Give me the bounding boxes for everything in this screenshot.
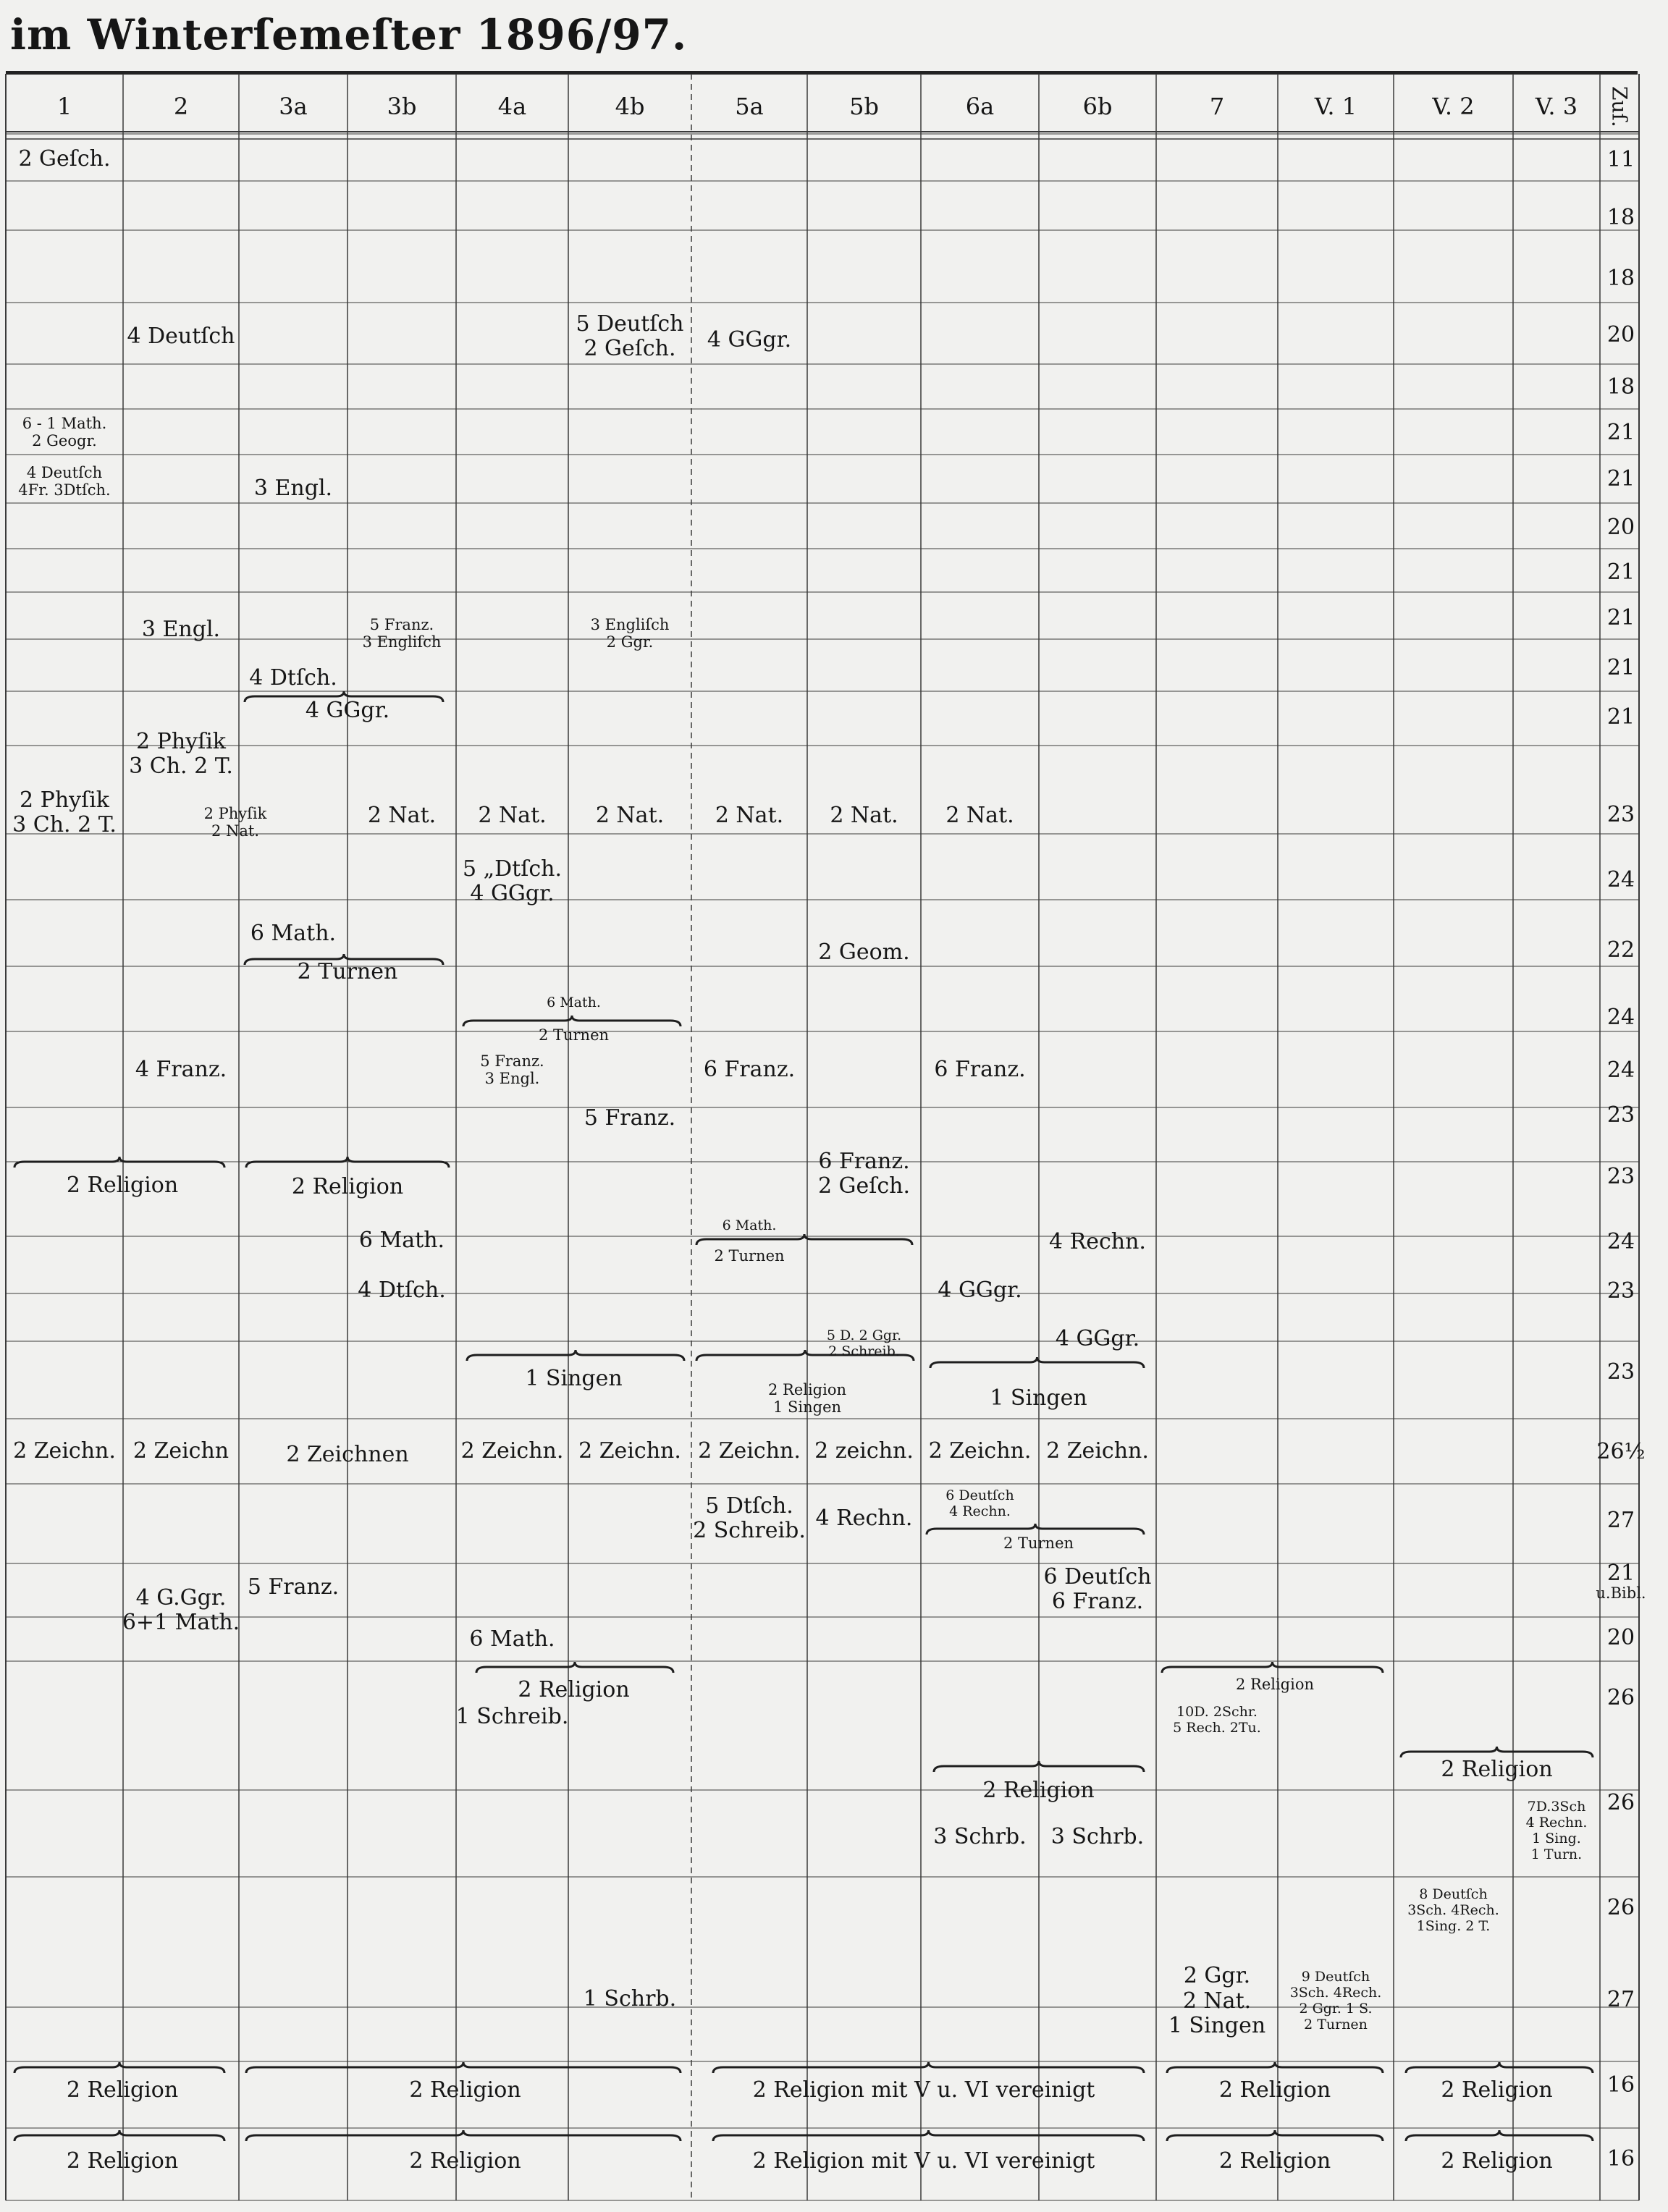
- page-title: im Winterſemeſter 1896/97.: [10, 10, 688, 59]
- row-total: 20: [1606, 1624, 1635, 1650]
- schedule-cell: 2 Nat.: [478, 802, 547, 828]
- row-total: 21: [1606, 559, 1635, 585]
- column-header: 3b: [387, 93, 417, 120]
- schedule-cell: 2 Religion: [409, 2148, 521, 2174]
- row-total: 26½: [1596, 1438, 1646, 1464]
- row-total: 16: [1606, 2145, 1635, 2171]
- column-header: Zuſ.: [1607, 85, 1632, 127]
- group-brace: [1167, 2130, 1383, 2141]
- group-brace: [1167, 2062, 1383, 2073]
- column-header: 4a: [497, 93, 527, 120]
- row-total: 26: [1606, 1789, 1635, 1815]
- schedule-cell: 8 Deutſch 3Sch. 4Rech. 1Sing. 2 T.: [1407, 1886, 1499, 1934]
- schedule-cell: 2 Geom.: [818, 939, 910, 965]
- schedule-cell: 6 Deutſch 4 Rechn.: [945, 1487, 1014, 1519]
- row-total: 21: [1606, 465, 1635, 491]
- schedule-cell: 2 Phyſik 3 Ch. 2 T.: [12, 787, 117, 837]
- schedule-cell: 2 Religion mit V u. VI vereinigt: [752, 2148, 1095, 2174]
- column-header: 2: [173, 93, 189, 120]
- schedule-cell: 4 Franz.: [135, 1056, 227, 1082]
- schedule-cell: 2 Zeichnen: [286, 1441, 409, 1467]
- row-total: 22: [1606, 937, 1635, 963]
- schedule-cell: 6 - 1 Math. 2 Geogr.: [22, 414, 107, 449]
- schedule-cell: 4 G.Ggr. 6+1 Math.: [122, 1584, 240, 1635]
- schedule-cell: 2 Nat.: [945, 802, 1014, 828]
- schedule-cell: 6 Deutſch 6 Franz.: [1043, 1563, 1152, 1614]
- column-header: 6b: [1082, 93, 1113, 120]
- schedule-cell: 1 Singen: [990, 1385, 1087, 1411]
- row-total: 23: [1606, 801, 1635, 827]
- schedule-cell: 5 Franz. 3 Engl.: [480, 1052, 544, 1087]
- row-total: 11: [1606, 146, 1635, 172]
- row-total: 26: [1606, 1894, 1635, 1920]
- schedule-cell: 4 GGgr.: [707, 326, 792, 353]
- schedule-cell: 2 zeichn.: [814, 1438, 914, 1464]
- schedule-cell: 2 Religion 1 Singen: [767, 1380, 847, 1416]
- schedule-cell: 2 Religion mit V u. VI vereinigt: [752, 2077, 1095, 2103]
- schedule-cell: 2 Nat.: [595, 802, 665, 828]
- row-total: 24: [1606, 1057, 1635, 1083]
- schedule-cell: 6 Math.: [547, 995, 601, 1011]
- schedule-cell: 3 Schrb.: [1050, 1823, 1145, 1849]
- group-brace: [246, 1157, 449, 1168]
- schedule-cell: 2 Zeichn.: [460, 1438, 564, 1464]
- schedule-cell: 2 Religion: [1441, 2077, 1553, 2103]
- schedule-cell: 2 Zeichn.: [578, 1438, 681, 1464]
- row-total: 20: [1606, 321, 1635, 347]
- group-brace: [713, 2062, 1144, 2073]
- row-total: 21: [1606, 704, 1635, 730]
- schedule-cell: 3 Schrb.: [933, 1823, 1027, 1849]
- schedule-cell: 6 Franz.: [703, 1056, 796, 1082]
- schedule-cell: 5 „Dtſch. 4 GGgr.: [462, 856, 563, 906]
- schedule-cell: 3 Engl.: [141, 616, 221, 642]
- schedule-cell: 2 Turnen: [714, 1246, 785, 1265]
- schedule-cell: 6 Math.: [722, 1217, 777, 1234]
- schedule-cell: 4 GGgr.: [938, 1277, 1022, 1303]
- row-total: 21: [1606, 654, 1635, 680]
- schedule-cell: 2 Zeichn.: [1046, 1438, 1149, 1464]
- schedule-cell: 6 Math.: [250, 920, 337, 946]
- schedule-cell: 5 Franz.: [247, 1574, 340, 1600]
- group-brace: [246, 2130, 681, 2141]
- group-brace: [246, 2062, 681, 2073]
- schedule-cell: 2 Religion: [66, 2148, 179, 2174]
- schedule-cell: 2 Religion: [518, 1676, 630, 1702]
- row-total: 27: [1606, 1986, 1635, 2012]
- schedule-cell: 2 Religion: [1218, 2077, 1331, 2103]
- column-header: V. 3: [1535, 93, 1578, 120]
- group-brace: [934, 1761, 1144, 1772]
- schedule-cell: 5 Dtſch. 2 Schreib.: [693, 1493, 806, 1543]
- schedule-cell: 2 Ggr. 2 Nat. 1 Singen: [1168, 1963, 1266, 2039]
- schedule-cell: 2 Zeichn.: [928, 1438, 1032, 1464]
- schedule-cell: 2 Religion: [1441, 2148, 1553, 2174]
- schedule-cell: 2 Phyſik 3 Ch. 2 T.: [129, 728, 233, 779]
- row-total: 23: [1606, 1102, 1635, 1128]
- row-total: 24: [1606, 866, 1635, 892]
- group-brace: [14, 2130, 224, 2141]
- schedule-cell: 2 Turnen: [297, 958, 398, 984]
- schedule-cell: 5 Franz. 3 Engliſch: [362, 615, 442, 651]
- column-header: 5b: [849, 93, 879, 120]
- schedule-cell: 2 Nat.: [830, 802, 898, 828]
- column-header: 7: [1209, 93, 1225, 120]
- schedule-cell: 2 Religion: [1235, 1675, 1315, 1693]
- column-header: 1: [56, 93, 72, 120]
- schedule-cell: 2 Turnen: [1003, 1534, 1074, 1552]
- schedule-cell: 2 Phyſik 2 Nat.: [203, 804, 267, 840]
- schedule-cell: 6 Franz.: [934, 1056, 1026, 1082]
- schedule-cell: 10D. 2Schr. 5 Rech. 2Tu.: [1173, 1704, 1261, 1736]
- schedule-cell: 2 Zeichn: [132, 1438, 229, 1464]
- schedule-cell: 2 Nat.: [367, 802, 437, 828]
- schedule-cell: 4 GGgr.: [305, 697, 390, 723]
- schedule-cell: 2 Religion: [66, 2077, 179, 2103]
- row-total: 27: [1606, 1507, 1635, 1533]
- schedule-cell: 2 Turnen: [538, 1026, 610, 1044]
- schedule-cell: 6 Math.: [358, 1227, 445, 1253]
- column-header: 5a: [735, 93, 764, 120]
- schedule-cell: 4 Dtſch.: [358, 1277, 446, 1303]
- group-brace: [14, 1157, 224, 1168]
- group-brace: [713, 2130, 1144, 2141]
- schedule-cell: 2 Religion: [1441, 1756, 1553, 1782]
- schedule-cell: 4 Rechn.: [1049, 1228, 1146, 1254]
- schedule-cell: 4 Deutſch: [127, 323, 235, 349]
- schedule-cell: 2 Zeichn.: [13, 1438, 116, 1464]
- schedule-cell: 5 D. 2 Ggr. 2 Schreib.: [826, 1327, 902, 1359]
- schedule-cell: 1 Singen: [525, 1365, 623, 1391]
- row-total: 26: [1606, 1684, 1635, 1710]
- column-header: V. 1: [1314, 93, 1357, 120]
- schedule-cell: 5 Franz.: [584, 1105, 676, 1131]
- column-header: V. 2: [1432, 93, 1475, 120]
- group-brace: [476, 1662, 673, 1673]
- schedule-cell: 2 Zeichn.: [698, 1438, 801, 1464]
- group-brace: [1162, 1662, 1383, 1673]
- row-total: 18: [1606, 373, 1635, 400]
- schedule-cell: 4 Deutſch 4Fr. 3Dtſch.: [18, 463, 111, 499]
- row-total: 23: [1606, 1359, 1635, 1385]
- group-brace: [1406, 2130, 1593, 2141]
- row-total: 23: [1606, 1278, 1635, 1304]
- schedule-cell: 4 Rechn.: [815, 1505, 913, 1531]
- schedule-cell: 5 Deutſch 2 Geſch.: [576, 311, 684, 361]
- row-total: 16: [1606, 2072, 1635, 2098]
- column-header: 3a: [279, 93, 308, 120]
- row-total: 24: [1606, 1228, 1635, 1254]
- row-total: 18: [1606, 265, 1635, 291]
- schedule-cell: 2 Religion: [66, 1172, 179, 1198]
- schedule-cell: 2 Geſch.: [18, 145, 111, 172]
- row-total: 21: [1606, 604, 1635, 630]
- schedule-cell: 7D.3Sch 4 Rechn. 1 Sing. 1 Turn.: [1525, 1799, 1588, 1862]
- schedule-cell: 6 Franz. 2 Geſch.: [817, 1148, 911, 1199]
- schedule-cell: 2 Religion: [982, 1777, 1095, 1803]
- column-header: 6a: [965, 93, 995, 120]
- schedule-cell: 4 GGgr.: [1055, 1325, 1140, 1351]
- group-brace: [14, 2062, 224, 2073]
- schedule-cell: 4 Dtſch.: [249, 664, 337, 691]
- group-brace: [1406, 2062, 1593, 2073]
- row-total: 24: [1606, 1004, 1635, 1030]
- schedule-cell: 3 Engliſch 2 Ggr.: [590, 615, 670, 651]
- schedule-cell: 3 Engl.: [253, 475, 333, 501]
- group-brace: [467, 1350, 684, 1361]
- schedule-cell: 6 Math.: [469, 1626, 555, 1652]
- row-total: 20: [1606, 514, 1635, 540]
- group-brace: [930, 1357, 1144, 1368]
- row-total: 18: [1606, 204, 1635, 230]
- schedule-cell: 2 Nat.: [715, 802, 784, 828]
- row-total: 21 u.Bibl.: [1596, 1560, 1646, 1602]
- column-header: 4b: [615, 93, 645, 120]
- schedule-cell: 1 Schrb.: [583, 1985, 677, 2012]
- schedule-cell: 2 Religion: [291, 1173, 404, 1199]
- schedule-cell: 1 Schreib.: [455, 1703, 569, 1729]
- row-total: 23: [1606, 1163, 1635, 1189]
- schedule-cell: 2 Religion: [1218, 2148, 1331, 2174]
- row-total: 21: [1606, 419, 1635, 445]
- schedule-cell: 2 Religion: [409, 2077, 521, 2103]
- schedule-cell: 9 Deutſch 3Sch. 4Rech. 2 Ggr. 1 S. 2 Turnen: [1289, 1969, 1382, 2032]
